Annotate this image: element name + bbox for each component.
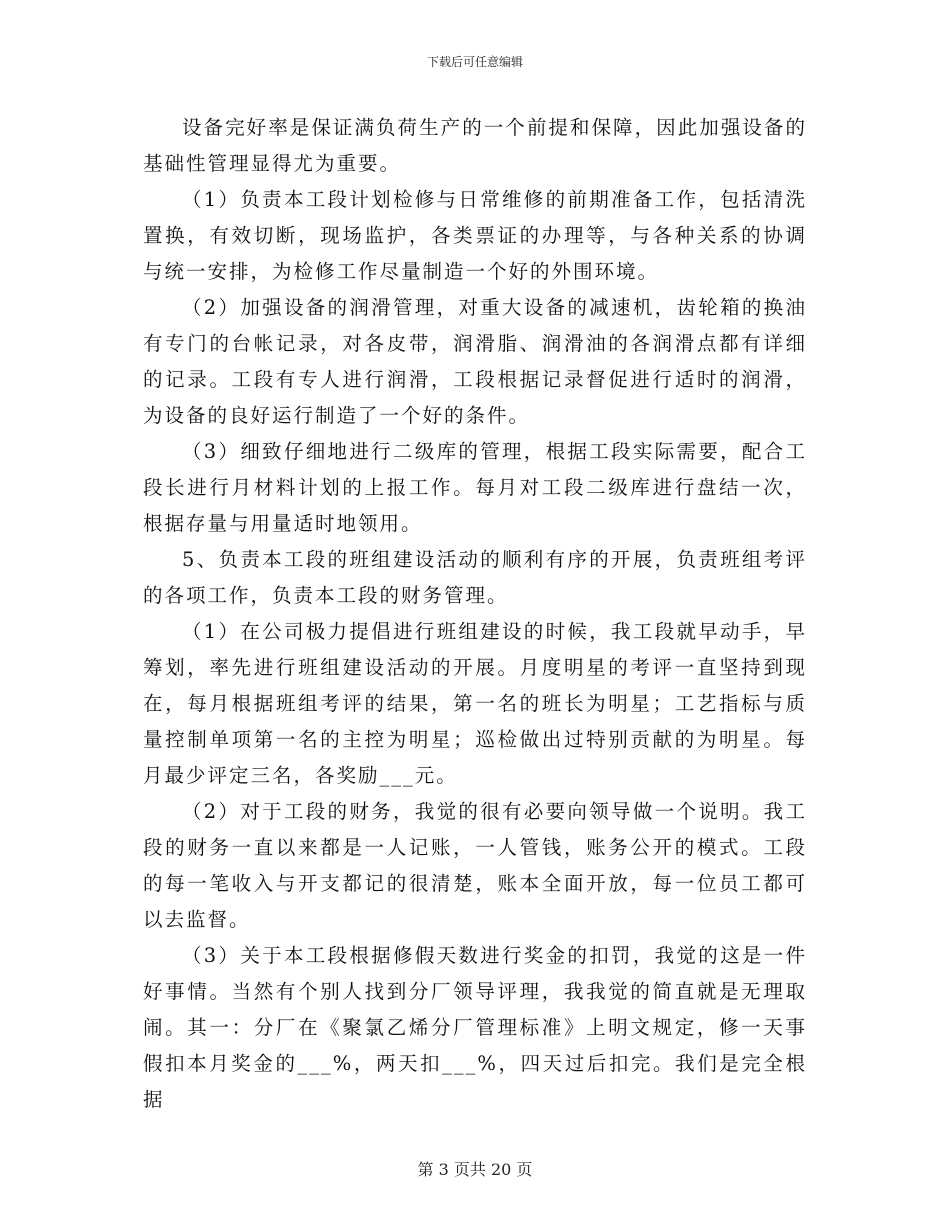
document-body — [143, 110, 807, 1118]
page-header: 下载后可任意编辑 — [426, 55, 523, 69]
paragraph: 5、负责本工段的班组建设活动的顺利有序的开展，负责班组考评的各项工作，负责本工段的财务管理。 — [143, 548, 807, 607]
paragraph: （3）关于本工段根据修假天数进行奖金的扣罚，我觉的这是一件好事情。当然有个别人找到分厂领导评理，我我觉的简直就是无理取闹。其一：分厂在《聚氯乙烯分厂管理标准》上明文规定，修一天事假扣本月奖金的___%，两天扣___%，四天过后扣完。我们是完全根据 — [143, 944, 807, 1111]
paragraph: （3）细致仔细地进行二级库的管理，根据工段实际需要，配合工段长进行月材料计划的上报工作。每月对工段二级库进行盘结一次，根据存量与用量适时地领用。 — [143, 440, 807, 535]
paragraph: （2）加强设备的润滑管理，对重大设备的减速机，齿轮箱的换油有专门的台帐记录，对各皮带，润滑脂、润滑油的各润滑点都有详细的记录。工段有专人进行润滑，工段根据记录督促进行适时的润滑，为设备的良好运行制造了一个好的条件。 — [143, 296, 807, 427]
page-footer: 第 3 页共 20 页 — [417, 1160, 533, 1179]
paragraph: 设备完好率是保证满负荷生产的一个前提和保障，因此加强设备的基础性管理显得尤为重要。 — [143, 116, 807, 175]
paragraph: （2）对于工段的财务，我觉的很有必要向领导做一个说明。我工段的财务一直以来都是一人记账，一人管钱，账务公开的模式。工段的每一笔收入与开支都记的很清楚，账本全面开放，每一位员工都可以去监督。 — [143, 800, 807, 931]
paragraph: （1）负责本工段计划检修与日常维修的前期准备工作，包括清洗置换，有效切断，现场监护，各类票证的办理等，与各种关系的协调与统一安排，为检修工作尽量制造一个好的外围环境。 — [143, 188, 807, 283]
paragraph: （1）在公司极力提倡进行班组建设的时候，我工段就早动手，早筹划，率先进行班组建设活动的开展。月度明星的考评一直坚持到现在，每月根据班组考评的结果，第一名的班长为明星；工艺指标与质量控制单项第一名的主控为明星；巡检做出过特别贡献的为明星。每月最少评定三名，各奖励___元。 — [143, 620, 807, 787]
